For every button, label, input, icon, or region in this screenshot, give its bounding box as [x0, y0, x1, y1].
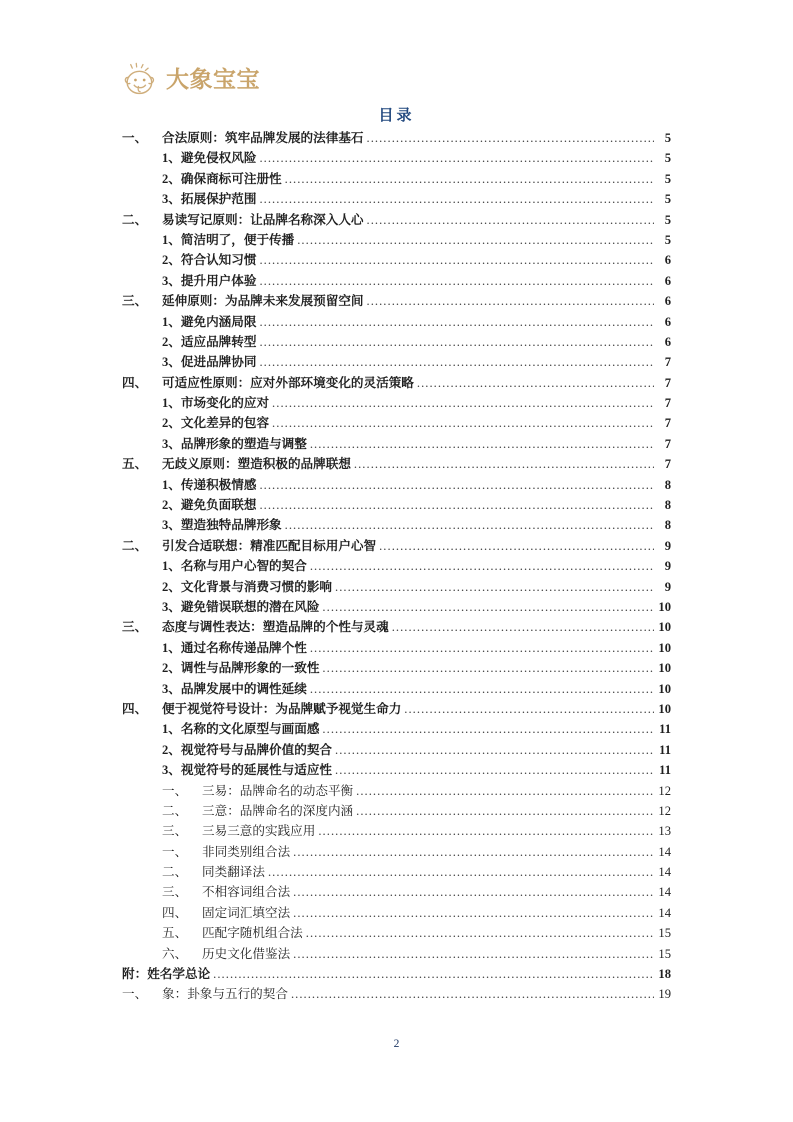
toc-entry-number: 三、 — [162, 824, 188, 839]
toc-entry-label: 三易：品牌命名的动态平衡 — [202, 783, 354, 798]
toc-entry-label: 三意：品牌命名的深度内涵 — [202, 803, 354, 818]
toc-entry-label: 延伸原则：为品牌未来发展预留空间 — [162, 294, 364, 309]
toc-entry-label: 3、视觉符号的延展性与适应性 — [162, 763, 333, 778]
toc-entry-page-number: 5 — [664, 232, 671, 247]
toc-entry-label: 三易三意的实践应用 — [202, 824, 316, 839]
toc-entry-page-number: 14 — [658, 865, 671, 880]
toc-leader-dots — [259, 479, 654, 492]
toc-entry[interactable] — [122, 454, 671, 474]
toc-leader-dots — [310, 642, 654, 655]
toc-entry-page-number: 9 — [664, 538, 671, 553]
toc-leader-dots — [367, 132, 655, 145]
toc-entry-page-number: 15 — [658, 926, 671, 941]
toc-entry-label: 固定词汇填空法 — [202, 905, 291, 920]
toc-entry[interactable] — [122, 434, 671, 454]
toc-entry-label: 3、拓展保护范围 — [162, 192, 257, 207]
elephant-mascot-icon — [122, 61, 160, 99]
toc-entry-page-number: 7 — [664, 375, 671, 390]
toc-leader-dots — [297, 234, 654, 247]
toc-entry-page-number: 5 — [664, 192, 671, 207]
toc-entry-label: 附：姓名学总论 — [122, 967, 211, 982]
toc-entry-page-number: 13 — [658, 824, 671, 839]
toc-entry-label: 1、名称的文化原型与画面感 — [162, 722, 320, 737]
toc-leader-dots — [356, 785, 654, 798]
toc-entry[interactable] — [122, 944, 671, 964]
toc-entry[interactable] — [122, 781, 671, 801]
toc-entry-page-number: 5 — [664, 212, 671, 227]
toc-entry-page-number: 19 — [658, 987, 671, 1002]
toc-entry-page-number: 8 — [664, 518, 671, 533]
toc-entry-label: 1、避免侵权风险 — [162, 151, 257, 166]
toc-entry-page-number: 7 — [664, 457, 671, 472]
toc-leader-dots — [259, 336, 654, 349]
toc-leader-dots — [367, 214, 655, 227]
toc-entry[interactable] — [122, 312, 671, 332]
toc-entry[interactable] — [122, 413, 671, 433]
toc-leader-dots — [285, 173, 654, 186]
toc-entry-label: 2、避免负面联想 — [162, 498, 257, 513]
toc-entry-label: 不相容词组合法 — [202, 885, 291, 900]
toc-entry[interactable] — [122, 393, 671, 413]
toc-entry-label: 态度与调性表达：塑造品牌的个性与灵魂 — [162, 620, 389, 635]
toc-entry[interactable] — [122, 515, 671, 535]
toc-entry[interactable] — [122, 291, 671, 311]
toc-entry[interactable] — [122, 964, 671, 984]
toc-entry-page-number: 14 — [658, 844, 671, 859]
toc-entry[interactable] — [122, 923, 671, 943]
toc-leader-dots — [259, 316, 654, 329]
toc-leader-dots — [322, 601, 654, 614]
toc-leader-dots — [293, 907, 654, 920]
toc-entry-label: 1、传递积极情感 — [162, 477, 257, 492]
toc-leader-dots — [213, 968, 654, 981]
toc-entry-number: 三、 — [122, 294, 148, 309]
toc-entry-label: 3、品牌形象的塑造与调整 — [162, 436, 307, 451]
toc-entry-number: 一、 — [162, 783, 188, 798]
toc-entry[interactable] — [122, 842, 671, 862]
toc-entry[interactable] — [122, 821, 671, 841]
toc-entry-label: 2、文化背景与消费习惯的影响 — [162, 579, 333, 594]
toc-leader-dots — [335, 764, 654, 777]
toc-entry-page-number: 10 — [658, 701, 671, 716]
toc-entry-label: 2、视觉符号与品牌价值的契合 — [162, 742, 333, 757]
toc-entry-label: 2、适应品牌转型 — [162, 334, 257, 349]
toc-entry[interactable] — [122, 556, 671, 576]
toc-leader-dots — [322, 723, 654, 736]
toc-entry-page-number: 8 — [664, 498, 671, 513]
toc-leader-dots — [272, 397, 654, 410]
brand-logo — [122, 58, 260, 102]
toc-entry-label: 3、塑造独特品牌形象 — [162, 518, 282, 533]
toc-entry-page-number: 6 — [664, 294, 671, 309]
toc-entry-label: 历史文化借鉴法 — [202, 946, 291, 961]
toc-entry-number: 一、 — [122, 987, 148, 1002]
toc-entry-label: 无歧义原则：塑造积极的品牌联想 — [162, 457, 351, 472]
toc-entry-page-number: 8 — [664, 477, 671, 492]
toc-entry[interactable] — [122, 617, 671, 637]
toc-entry[interactable] — [122, 658, 671, 678]
toc-entry-label: 同类翻译法 — [202, 865, 265, 880]
toc-entry-page-number: 11 — [659, 722, 671, 737]
table-of-contents — [122, 128, 671, 1005]
toc-entry-label: 2、确保商标可注册性 — [162, 171, 282, 186]
toc-entry-number: 三、 — [122, 620, 148, 635]
toc-entry-page-number: 18 — [658, 967, 671, 982]
toc-entry-number: 六、 — [162, 946, 188, 961]
toc-leader-dots — [322, 662, 654, 675]
toc-leader-dots — [354, 458, 654, 471]
toc-entry-page-number: 12 — [658, 803, 671, 818]
toc-entry-page-number: 10 — [658, 620, 671, 635]
toc-leader-dots — [259, 499, 654, 512]
toc-entry-label: 2、文化差异的包容 — [162, 416, 270, 431]
toc-entry[interactable] — [122, 271, 671, 291]
toc-leader-dots — [259, 152, 654, 165]
toc-entry[interactable] — [122, 740, 671, 760]
toc-entry[interactable] — [122, 862, 671, 882]
toc-leader-dots — [404, 703, 654, 716]
toc-entry-page-number: 14 — [658, 885, 671, 900]
toc-entry-label: 1、名称与用户心智的契合 — [162, 559, 307, 574]
toc-entry[interactable] — [122, 128, 671, 148]
toc-entry-label: 非同类别组合法 — [202, 844, 291, 859]
toc-entry-page-number: 10 — [658, 661, 671, 676]
toc-entry-label: 匹配字随机组合法 — [202, 926, 303, 941]
toc-entry-label: 可适应性原则：应对外部环境变化的灵活策略 — [162, 375, 414, 390]
toc-entry-number: 三、 — [162, 885, 188, 900]
toc-entry-page-number: 12 — [658, 783, 671, 798]
toc-entry-page-number: 11 — [659, 763, 671, 778]
toc-entry-page-number: 7 — [664, 416, 671, 431]
toc-entry-label: 合法原则：筑牢品牌发展的法律基石 — [162, 131, 364, 145]
toc-entry-label: 1、通过名称传递品牌个性 — [162, 640, 307, 655]
toc-entry-label: 象：卦象与五行的契合 — [162, 987, 288, 1002]
toc-entry-page-number: 9 — [664, 579, 671, 594]
toc-entry-label: 引发合适联想：精准匹配目标用户心智 — [162, 538, 377, 553]
toc-entry-number: 五、 — [162, 926, 188, 941]
toc-entry-number: 四、 — [162, 905, 188, 920]
toc-entry[interactable] — [122, 638, 671, 658]
toc-entry[interactable] — [122, 699, 671, 719]
page-title: 目录 — [378, 108, 415, 124]
toc-entry-number: 二、 — [162, 865, 188, 880]
toc-entry-page-number: 10 — [658, 681, 671, 696]
toc-entry-label: 2、符合认知习惯 — [162, 253, 257, 268]
toc-entry-label: 1、简洁明了，便于传播 — [162, 232, 295, 247]
toc-entry[interactable] — [122, 230, 671, 250]
toc-entry-label: 1、市场变化的应对 — [162, 396, 270, 411]
toc-entry-page-number: 6 — [664, 314, 671, 329]
toc-entry[interactable] — [122, 903, 671, 923]
toc-entry-page-number: 14 — [658, 905, 671, 920]
toc-entry-number: 二、 — [162, 803, 188, 818]
toc-leader-dots — [259, 275, 654, 288]
toc-leader-dots — [272, 417, 654, 430]
toc-leader-dots — [356, 805, 654, 818]
toc-entry-number: 一、 — [122, 131, 148, 145]
toc-entry-page-number: 7 — [664, 396, 671, 411]
toc-leader-dots — [379, 540, 654, 553]
toc-entry[interactable] — [122, 536, 671, 556]
toc-entry[interactable] — [122, 475, 671, 495]
toc-entry[interactable] — [122, 719, 671, 739]
toc-entry[interactable] — [122, 597, 671, 617]
toc-entry[interactable] — [122, 169, 671, 189]
footer-page-number: 2 — [393, 1038, 400, 1050]
toc-leader-dots — [268, 866, 654, 879]
toc-leader-dots — [293, 886, 654, 899]
toc-entry[interactable] — [122, 373, 671, 393]
toc-leader-dots — [417, 377, 654, 390]
toc-entry-label: 3、避免错误联想的潜在风险 — [162, 599, 320, 614]
toc-entry[interactable] — [122, 679, 671, 699]
toc-leader-dots — [306, 927, 654, 940]
toc-entry[interactable] — [122, 352, 671, 372]
toc-leader-dots — [310, 438, 654, 451]
toc-entry-number: 四、 — [122, 375, 148, 390]
toc-leader-dots — [293, 846, 654, 859]
toc-entry-label: 3、促进品牌协同 — [162, 355, 257, 370]
toc-entry-page-number: 5 — [664, 151, 671, 166]
toc-entry-page-number: 9 — [664, 559, 671, 574]
toc-entry-number: 二、 — [122, 538, 148, 553]
toc-leader-dots — [310, 560, 654, 573]
toc-entry-label: 易读写记原则：让品牌名称深入人心 — [162, 212, 364, 227]
toc-entry-label: 1、避免内涵局限 — [162, 314, 257, 329]
toc-entry[interactable] — [122, 332, 671, 352]
toc-entry-number: 四、 — [122, 701, 148, 716]
toc-entry-label: 3、提升用户体验 — [162, 273, 257, 288]
toc-entry-page-number: 7 — [664, 436, 671, 451]
toc-leader-dots — [293, 948, 654, 961]
toc-entry-page-number: 10 — [658, 599, 671, 614]
toc-entry-page-number: 6 — [664, 253, 671, 268]
toc-entry[interactable] — [122, 801, 671, 821]
toc-leader-dots — [259, 254, 654, 267]
toc-entry-label: 便于视觉符号设计：为品牌赋予视觉生命力 — [162, 701, 402, 716]
toc-entry[interactable] — [122, 495, 671, 515]
toc-entry-page-number: 15 — [658, 946, 671, 961]
toc-entry-page-number: 6 — [664, 273, 671, 288]
toc-entry[interactable] — [122, 210, 671, 230]
toc-entry[interactable] — [122, 189, 671, 209]
toc-leader-dots — [318, 825, 654, 838]
toc-entry-page-number: 7 — [664, 355, 671, 370]
toc-leader-dots — [310, 683, 654, 696]
toc-leader-dots — [259, 193, 654, 206]
toc-entry[interactable] — [122, 250, 671, 270]
toc-leader-dots — [392, 621, 654, 634]
toc-entry[interactable] — [122, 760, 671, 780]
toc-entry-number: 五、 — [122, 457, 148, 472]
toc-entry-page-number: 6 — [664, 334, 671, 349]
toc-leader-dots — [285, 519, 654, 532]
toc-entry-page-number: 10 — [658, 640, 671, 655]
toc-entry[interactable] — [122, 882, 671, 902]
toc-leader-dots — [367, 295, 655, 308]
toc-entry-number: 二、 — [122, 212, 148, 227]
toc-leader-dots — [335, 744, 654, 757]
toc-entry-page-number: 5 — [664, 171, 671, 186]
brand-wordmark: 大象宝宝 — [166, 66, 260, 93]
toc-entry-page-number: 11 — [659, 742, 671, 757]
toc-leader-dots — [291, 988, 654, 1001]
toc-leader-dots — [259, 356, 654, 369]
toc-entry[interactable] — [122, 148, 671, 168]
toc-leader-dots — [335, 581, 654, 594]
toc-entry[interactable] — [122, 577, 671, 597]
toc-entry-number: 一、 — [162, 844, 188, 859]
toc-entry-label: 3、品牌发展中的调性延续 — [162, 681, 307, 696]
toc-entry[interactable] — [122, 984, 671, 1004]
toc-entry-page-number: 5 — [664, 131, 671, 145]
toc-entry-label: 2、调性与品牌形象的一致性 — [162, 661, 320, 676]
